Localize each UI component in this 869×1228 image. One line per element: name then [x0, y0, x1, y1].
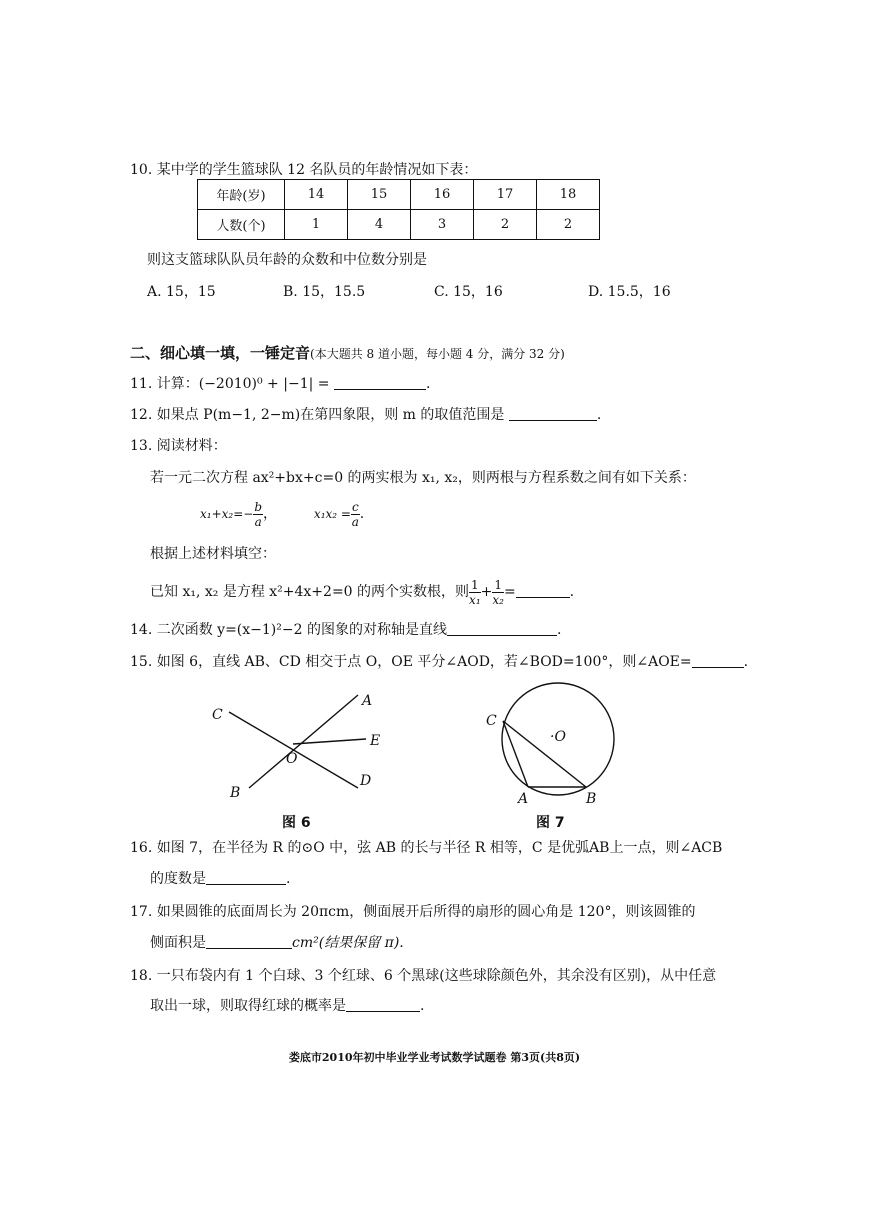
section-title: 二、细心填一填，一锤定音 — [130, 344, 311, 362]
q11-end: . — [425, 376, 431, 392]
q10-stem: 10. 某中学的学生篮球队 12 名队员的年龄情况如下表： — [130, 162, 478, 178]
section-heading — [130, 343, 565, 364]
table-cell: 15 — [348, 180, 411, 210]
q11-text: 11. 计算：(−2010)⁰ + |−1| = — [130, 376, 330, 392]
section-note: (本大题共 8 道小题，每小题 4 分，满分 32 分) — [310, 347, 565, 361]
q10-option-c: C. 15，16 — [434, 284, 503, 300]
q14-text: 14. 二次函数 y=(x−1)²−2 的图象的对称轴是直线 — [130, 622, 447, 638]
q16-line1: 16. 如图 7，在半径为 R 的⊙O 中，弦 AB 的长与半径 R 相等，C 是优弧AB上一点，则∠ACB — [130, 840, 723, 856]
table-cell: 14 — [285, 180, 348, 210]
formula2-denominator: a — [351, 514, 359, 529]
q13-answer-blank[interactable] — [516, 583, 570, 598]
q17-line2 — [150, 933, 404, 953]
q12-answer-blank[interactable] — [509, 406, 597, 421]
q11-answer-blank[interactable] — [334, 375, 426, 390]
figure-6 — [200, 685, 400, 805]
fig7-label-c: C — [486, 713, 497, 729]
q17-answer-blank[interactable] — [206, 934, 292, 949]
table-cell: 2 — [474, 210, 537, 240]
frac1-numerator: 1 — [471, 577, 479, 592]
q13-title: 13. 阅读材料： — [130, 438, 227, 454]
figure-6-caption: 图 6 — [282, 815, 311, 831]
table-cell: 3 — [411, 210, 474, 240]
formula1-fraction — [253, 500, 263, 529]
q18-answer-blank[interactable] — [346, 997, 420, 1012]
fig6-label-b: B — [230, 785, 241, 801]
table-row — [198, 210, 600, 240]
q18-line2-text: 取出一球，则取得红球的概率是 — [150, 998, 346, 1014]
table-cell: 2 — [537, 210, 600, 240]
q16-answer-blank[interactable] — [206, 870, 286, 885]
q13-fraction-1 — [469, 578, 481, 607]
frac2-numerator: 1 — [494, 577, 502, 592]
frac2-denominator: x₂ — [492, 592, 504, 607]
q14-end: . — [556, 622, 562, 638]
figure-7-caption: 图 7 — [536, 815, 565, 831]
equals-sign: = — [503, 584, 516, 600]
q12 — [130, 405, 601, 425]
formula2-fraction — [351, 500, 360, 529]
fig6-label-d: D — [360, 773, 372, 789]
fig7-label-a: A — [518, 791, 529, 807]
fig6-label-o: O — [286, 751, 298, 767]
q11 — [130, 374, 430, 394]
q15-answer-blank[interactable] — [692, 653, 744, 668]
q13-task-text: 已知 x₁, x₂ 是方程 x²+4x+2=0 的两个实数根，则 — [150, 584, 470, 600]
table-cell: 16 — [411, 180, 474, 210]
fig7-label-o: ·O — [550, 729, 566, 745]
q13-task — [150, 576, 574, 608]
q16-end: . — [286, 871, 291, 887]
q13-fraction-2 — [492, 578, 504, 607]
plus-sign: + — [480, 584, 493, 600]
fig6-label-c: C — [212, 707, 223, 723]
fig6-label-a: A — [362, 693, 373, 709]
age-table — [197, 179, 600, 240]
q13-paragraph: 若一元二次方程 ax²+bx+c=0 的两实根为 x₁, x₂，则两根与方程系数之间有如下关系： — [150, 470, 696, 486]
figure-7 — [480, 675, 630, 815]
table-cell: 1 — [285, 210, 348, 240]
q14 — [130, 620, 561, 640]
q13-end: . — [569, 584, 575, 600]
formula2-tail: . — [359, 506, 365, 522]
table-row — [198, 180, 600, 210]
q10-question: 则这支篮球队队员年龄的众数和中位数分别是 — [147, 252, 427, 268]
formula1-left: x₁+x₂=− — [200, 507, 254, 521]
formula1-tail: ， — [263, 506, 278, 522]
formula1-numerator: b — [254, 499, 263, 514]
q18-line2 — [150, 996, 424, 1016]
q18-line1: 18. 一只布袋内有 1 个白球、3 个红球、6 个黑球(这些球除颜色外，其余没有区别)，从中任意 — [130, 968, 717, 984]
formula2-numerator: c — [351, 499, 359, 514]
fig6-label-e: E — [370, 733, 381, 749]
q17-line1: 17. 如果圆锥的底面周长为 20πcm，侧面展开后所得的扇形的圆心角是 120°，则该圆锥的 — [130, 904, 696, 920]
q10-option-d: D. 15.5，16 — [588, 284, 671, 300]
page-footer: 娄底市2010年初中毕业学业考试数学试题卷 第3页(共8页) — [288, 1051, 581, 1064]
fig7-label-b: B — [586, 791, 597, 807]
frac1-denominator: x₁ — [469, 592, 481, 607]
q10-option-a: A. 15，15 — [147, 284, 216, 300]
line-ab — [249, 695, 358, 788]
q12-end: . — [596, 407, 602, 423]
q12-text: 12. 如果点 P(m−1, 2−m)在第四象限，则 m 的取值范围是 — [130, 407, 505, 423]
q13-instruction: 根据上述材料填空： — [150, 546, 276, 562]
formula1-denominator: a — [254, 514, 262, 529]
q15-end: . — [743, 654, 749, 670]
q17-line2-pre: 侧面积是 — [150, 935, 206, 951]
q15 — [130, 652, 748, 672]
q16-line2 — [150, 869, 290, 889]
table-cell: 18 — [537, 180, 600, 210]
q13-formulas — [200, 498, 364, 530]
q17-line2-post: cm²(结果保留 π). — [292, 935, 404, 951]
table-cell: 4 — [348, 210, 411, 240]
table-header-age: 年龄(岁) — [198, 180, 285, 210]
formula2-left: x₁x₂ = — [313, 507, 351, 521]
q18-end: . — [420, 998, 425, 1014]
q10-option-b: B. 15，15.5 — [283, 284, 366, 300]
q15-text: 15. 如图 6，直线 AB、CD 相交于点 O，OE 平分∠AOD，若∠BOD=100°，则∠AOE= — [130, 654, 692, 670]
q14-answer-blank[interactable] — [447, 621, 557, 636]
table-header-count: 人数(个) — [198, 210, 285, 240]
table-cell: 17 — [474, 180, 537, 210]
q16-line2-text: 的度数是 — [150, 871, 206, 887]
